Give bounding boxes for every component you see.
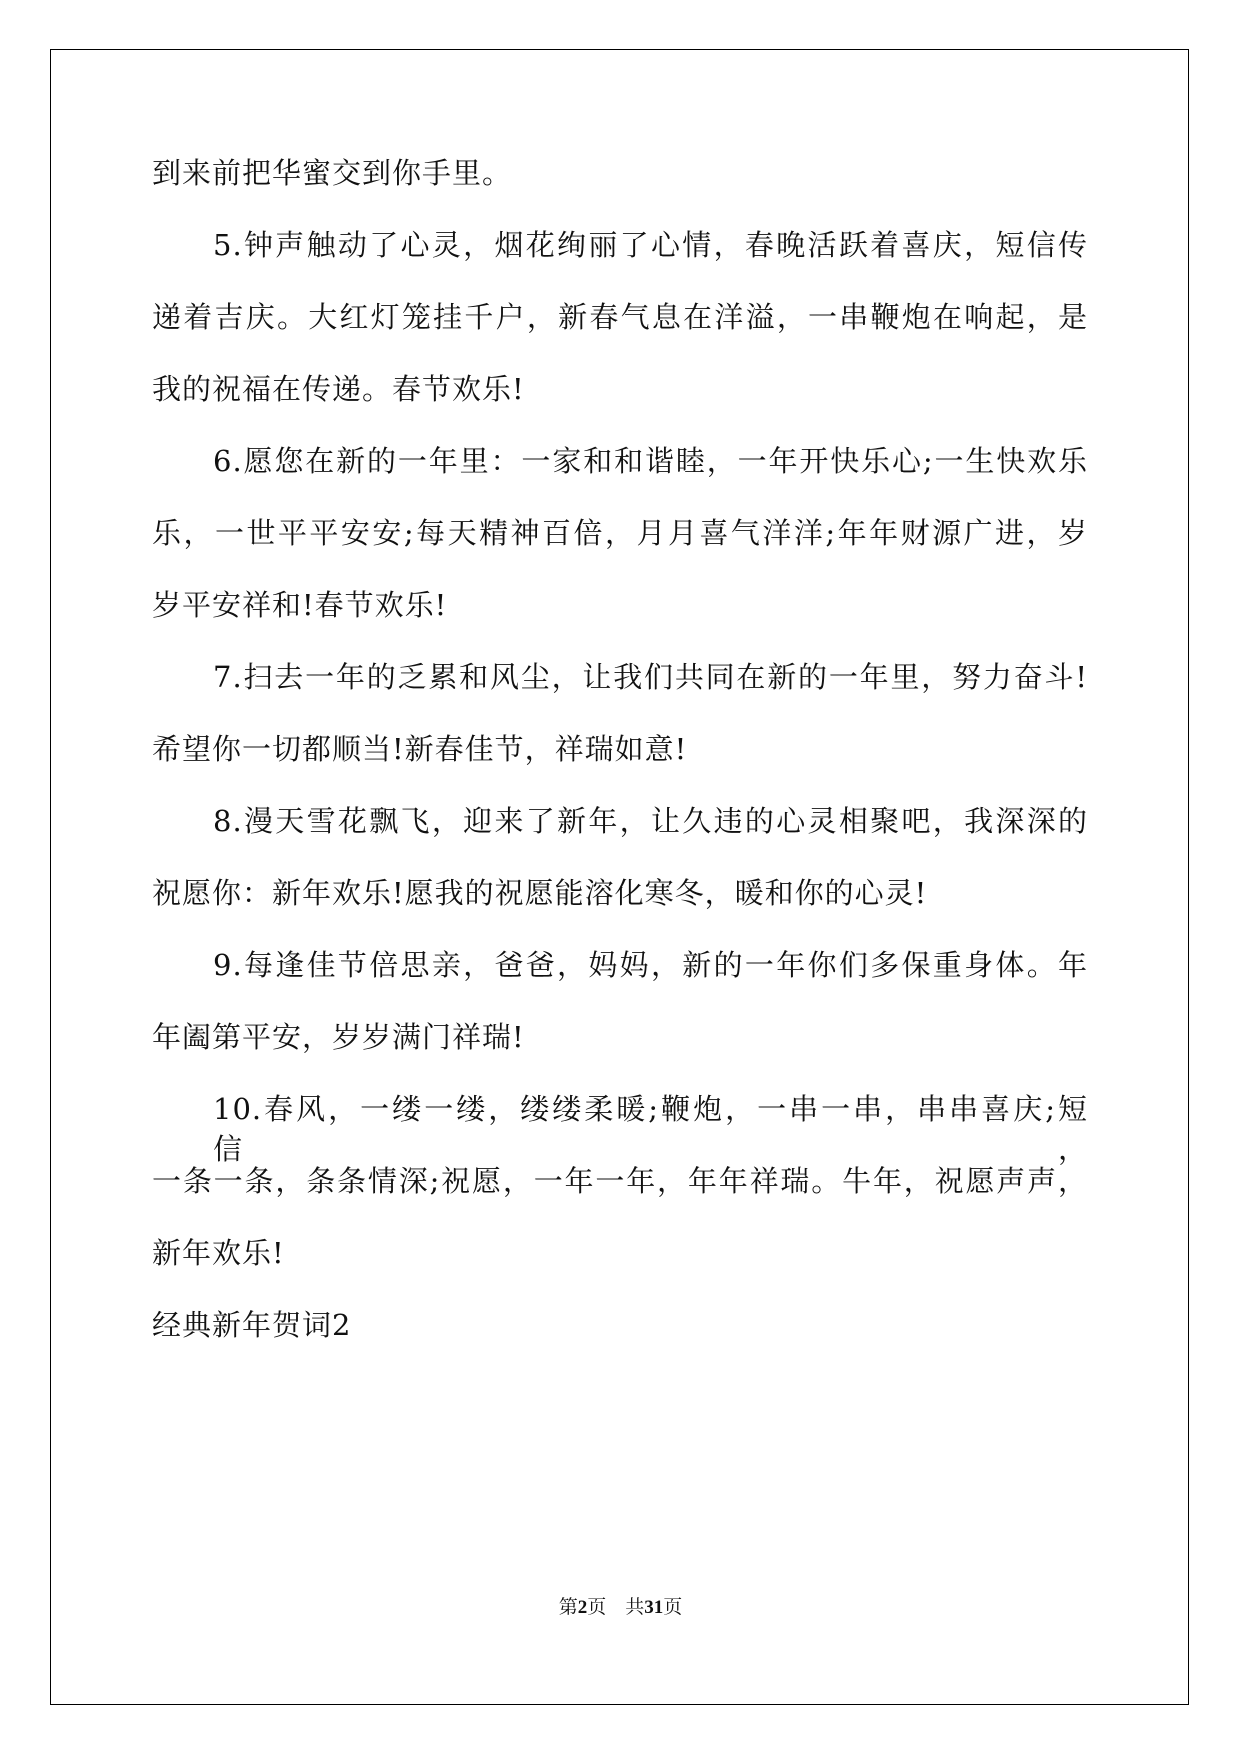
paragraph-line: 递着吉庆。大红灯笼挂千户，新春气息在洋溢，一串鞭炮在响起，是 — [152, 300, 1088, 334]
paragraph-line: 年阖第平安，岁岁满门祥瑞! — [152, 1020, 525, 1054]
section-heading: 经典新年贺词2 — [152, 1308, 352, 1342]
paragraph-line: 到来前把华蜜交到你手里。 — [152, 156, 513, 190]
page-number: 2 — [577, 1597, 588, 1618]
paragraph-line: 乐，一世平平安安;每天精神百倍，月月喜气洋洋;年年财源广进，岁 — [152, 516, 1088, 550]
paragraph-line: 希望你一切都顺当!新春佳节，祥瑞如意! — [152, 732, 688, 766]
paragraph-line: 9.每逢佳节倍思亲，爸爸，妈妈，新的一年你们多保重身体。年 — [213, 948, 1088, 982]
total-suffix: 页 — [663, 1597, 683, 1618]
paragraph-line: 我的祝福在传递。春节欢乐! — [152, 372, 525, 406]
paragraph-line: 新年欢乐! — [152, 1236, 285, 1270]
paragraph-line: 10.春风，一缕一缕，缕缕柔暖;鞭炮，一串一串，串串喜庆;短信， — [213, 1092, 1088, 1166]
paragraph-line: 一条一条，条条情深;祝愿，一年一年，年年祥瑞。牛年，祝愿声声， — [152, 1164, 1088, 1198]
paragraph-line: 祝愿你：新年欢乐!愿我的祝愿能溶化寒冬，暖和你的心灵! — [152, 876, 928, 910]
page-footer — [0, 1592, 1241, 1619]
paragraph-line: 岁平安祥和!春节欢乐! — [152, 588, 448, 622]
paragraph-line: 8.漫天雪花飘飞，迎来了新年，让久违的心灵相聚吧，我深深的 — [213, 804, 1088, 838]
page-suffix: 页 — [587, 1597, 607, 1618]
page-prefix: 第 — [558, 1597, 578, 1618]
total-pages: 31 — [644, 1597, 664, 1618]
paragraph-line: 5.钟声触动了心灵，烟花绚丽了心情，春晚活跃着喜庆，短信传 — [213, 228, 1088, 262]
total-prefix: 共 — [625, 1597, 645, 1618]
paragraph-line: 7.扫去一年的乏累和风尘，让我们共同在新的一年里，努力奋斗! — [213, 660, 1088, 694]
paragraph-line: 6.愿您在新的一年里：一家和和谐睦，一年开快乐心;一生快欢乐 — [213, 444, 1088, 478]
